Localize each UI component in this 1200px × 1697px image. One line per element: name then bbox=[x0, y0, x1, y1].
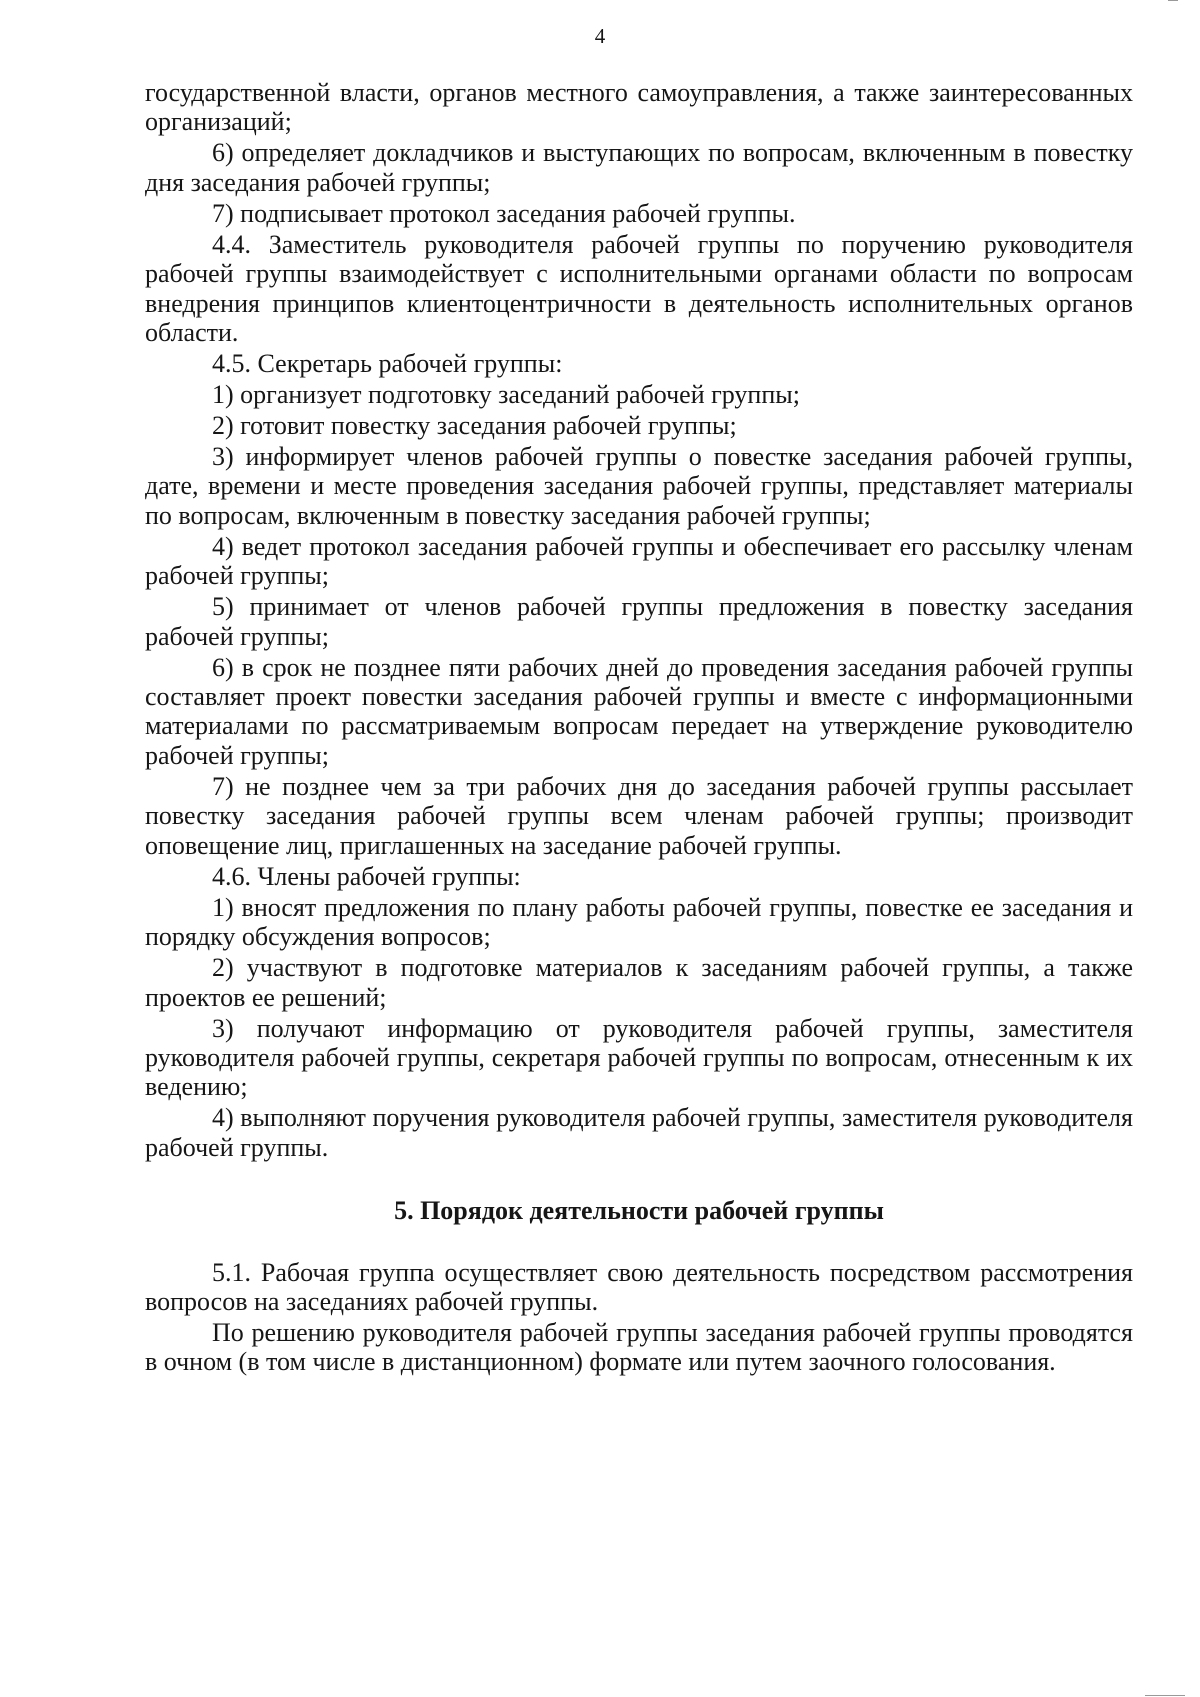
paragraph-p-4-6-1: 1) вносят предложения по плану работы рабочей группы, повестке ее заседания и порядку обсуждения вопросов; bbox=[145, 892, 1133, 952]
section-heading: 5. Порядок деятельности рабочей группы bbox=[394, 1196, 884, 1226]
scan-edge-mark bbox=[1145, 1695, 1185, 1696]
paragraph-p-4-5: 4.5. Секретарь рабочей группы: bbox=[212, 349, 563, 379]
paragraph-p-4-5-3: 3) информирует членов рабочей группы о повестке заседания рабочей группы, дате, времени и месте проведения заседания рабочей группы, представляет материалы по вопросам, включенным в повестку заседания рабочей группы; bbox=[145, 442, 1133, 530]
paragraph-p-4-5-1: 1) организует подготовку заседаний рабочей группы; bbox=[212, 380, 800, 410]
paragraph-p-cont: государственной власти, органов местного самоуправления, а также заинтересованных организаций; bbox=[145, 78, 1133, 137]
scan-edge-mark bbox=[1168, 0, 1178, 1]
paragraph-p-4-5-4: 4) ведет протокол заседания рабочей группы и обеспечивает его рассылку членам рабочей группы; bbox=[145, 531, 1133, 591]
paragraph-p-4-4: 4.4. Заместитель руководителя рабочей группы по поручению руководителя рабочей группы взаимодействует с исполнительными органами области по вопросам внедрения принципов клиентоцентричности в деятельность исполнительных органов области. bbox=[145, 229, 1133, 348]
paragraph-p-4-6-2: 2) участвуют в подготовке материалов к заседаниям рабочей группы, а также проектов ее решений; bbox=[145, 953, 1133, 1012]
section-5-text bbox=[145, 1258, 1133, 1377]
page-number: 4 bbox=[594, 24, 606, 48]
paragraph-p-4-5-5: 5) принимает от членов рабочей группы предложения в повестку заседания рабочей группы; bbox=[145, 592, 1133, 651]
paragraph-p-5-1: 5.1. Рабочая группа осуществляет свою деятельность посредством рассмотрения вопросов на заседаниях рабочей группы. bbox=[145, 1257, 1133, 1316]
section-4-text bbox=[145, 78, 1133, 1162]
paragraph-p-4-6: 4.6. Члены рабочей группы: bbox=[212, 861, 521, 891]
paragraph-p-4-3-6: 6) определяет докладчиков и выступающих по вопросам, включенным в повестку дня заседания рабочей группы; bbox=[145, 138, 1133, 197]
paragraph-p-4-6-4: 4) выполняют поручения руководителя рабочей группы, заместителя руководителя рабочей группы. bbox=[145, 1103, 1133, 1162]
paragraph-p-4-5-2: 2) готовит повестку заседания рабочей группы; bbox=[212, 411, 737, 441]
document-body bbox=[145, 78, 1133, 1378]
paragraph-p-4-5-7: 7) не позднее чем за три рабочих дня до заседания рабочей группы рассылает повестку заседания рабочей группы всем членам рабочей группы; производит оповещение лиц, приглашенных на заседание рабочей группы. bbox=[145, 771, 1133, 860]
paragraph-p-4-5-6: 6) в срок не позднее пяти рабочих дней до проведения заседания рабочей группы составляет проект повестки заседания рабочей группы и вместе с информационными материалами по рассматриваемым вопросам передает на утверждение руководителю рабочей группы; bbox=[145, 652, 1133, 770]
paragraph-p-4-3-7: 7) подписывает протокол заседания рабочей группы. bbox=[212, 198, 796, 228]
paragraph-p-5-1-b: По решению руководителя рабочей группы заседания рабочей группы проводятся в очном (в том числе в дистанционном) формате или путем заочного голосования. bbox=[145, 1317, 1133, 1377]
paragraph-p-4-6-3: 3) получают информацию от руководителя рабочей группы, заместителя руководителя рабочей группы, секретаря рабочей группы по вопросам, отнесенным к их ведению; bbox=[145, 1013, 1133, 1102]
